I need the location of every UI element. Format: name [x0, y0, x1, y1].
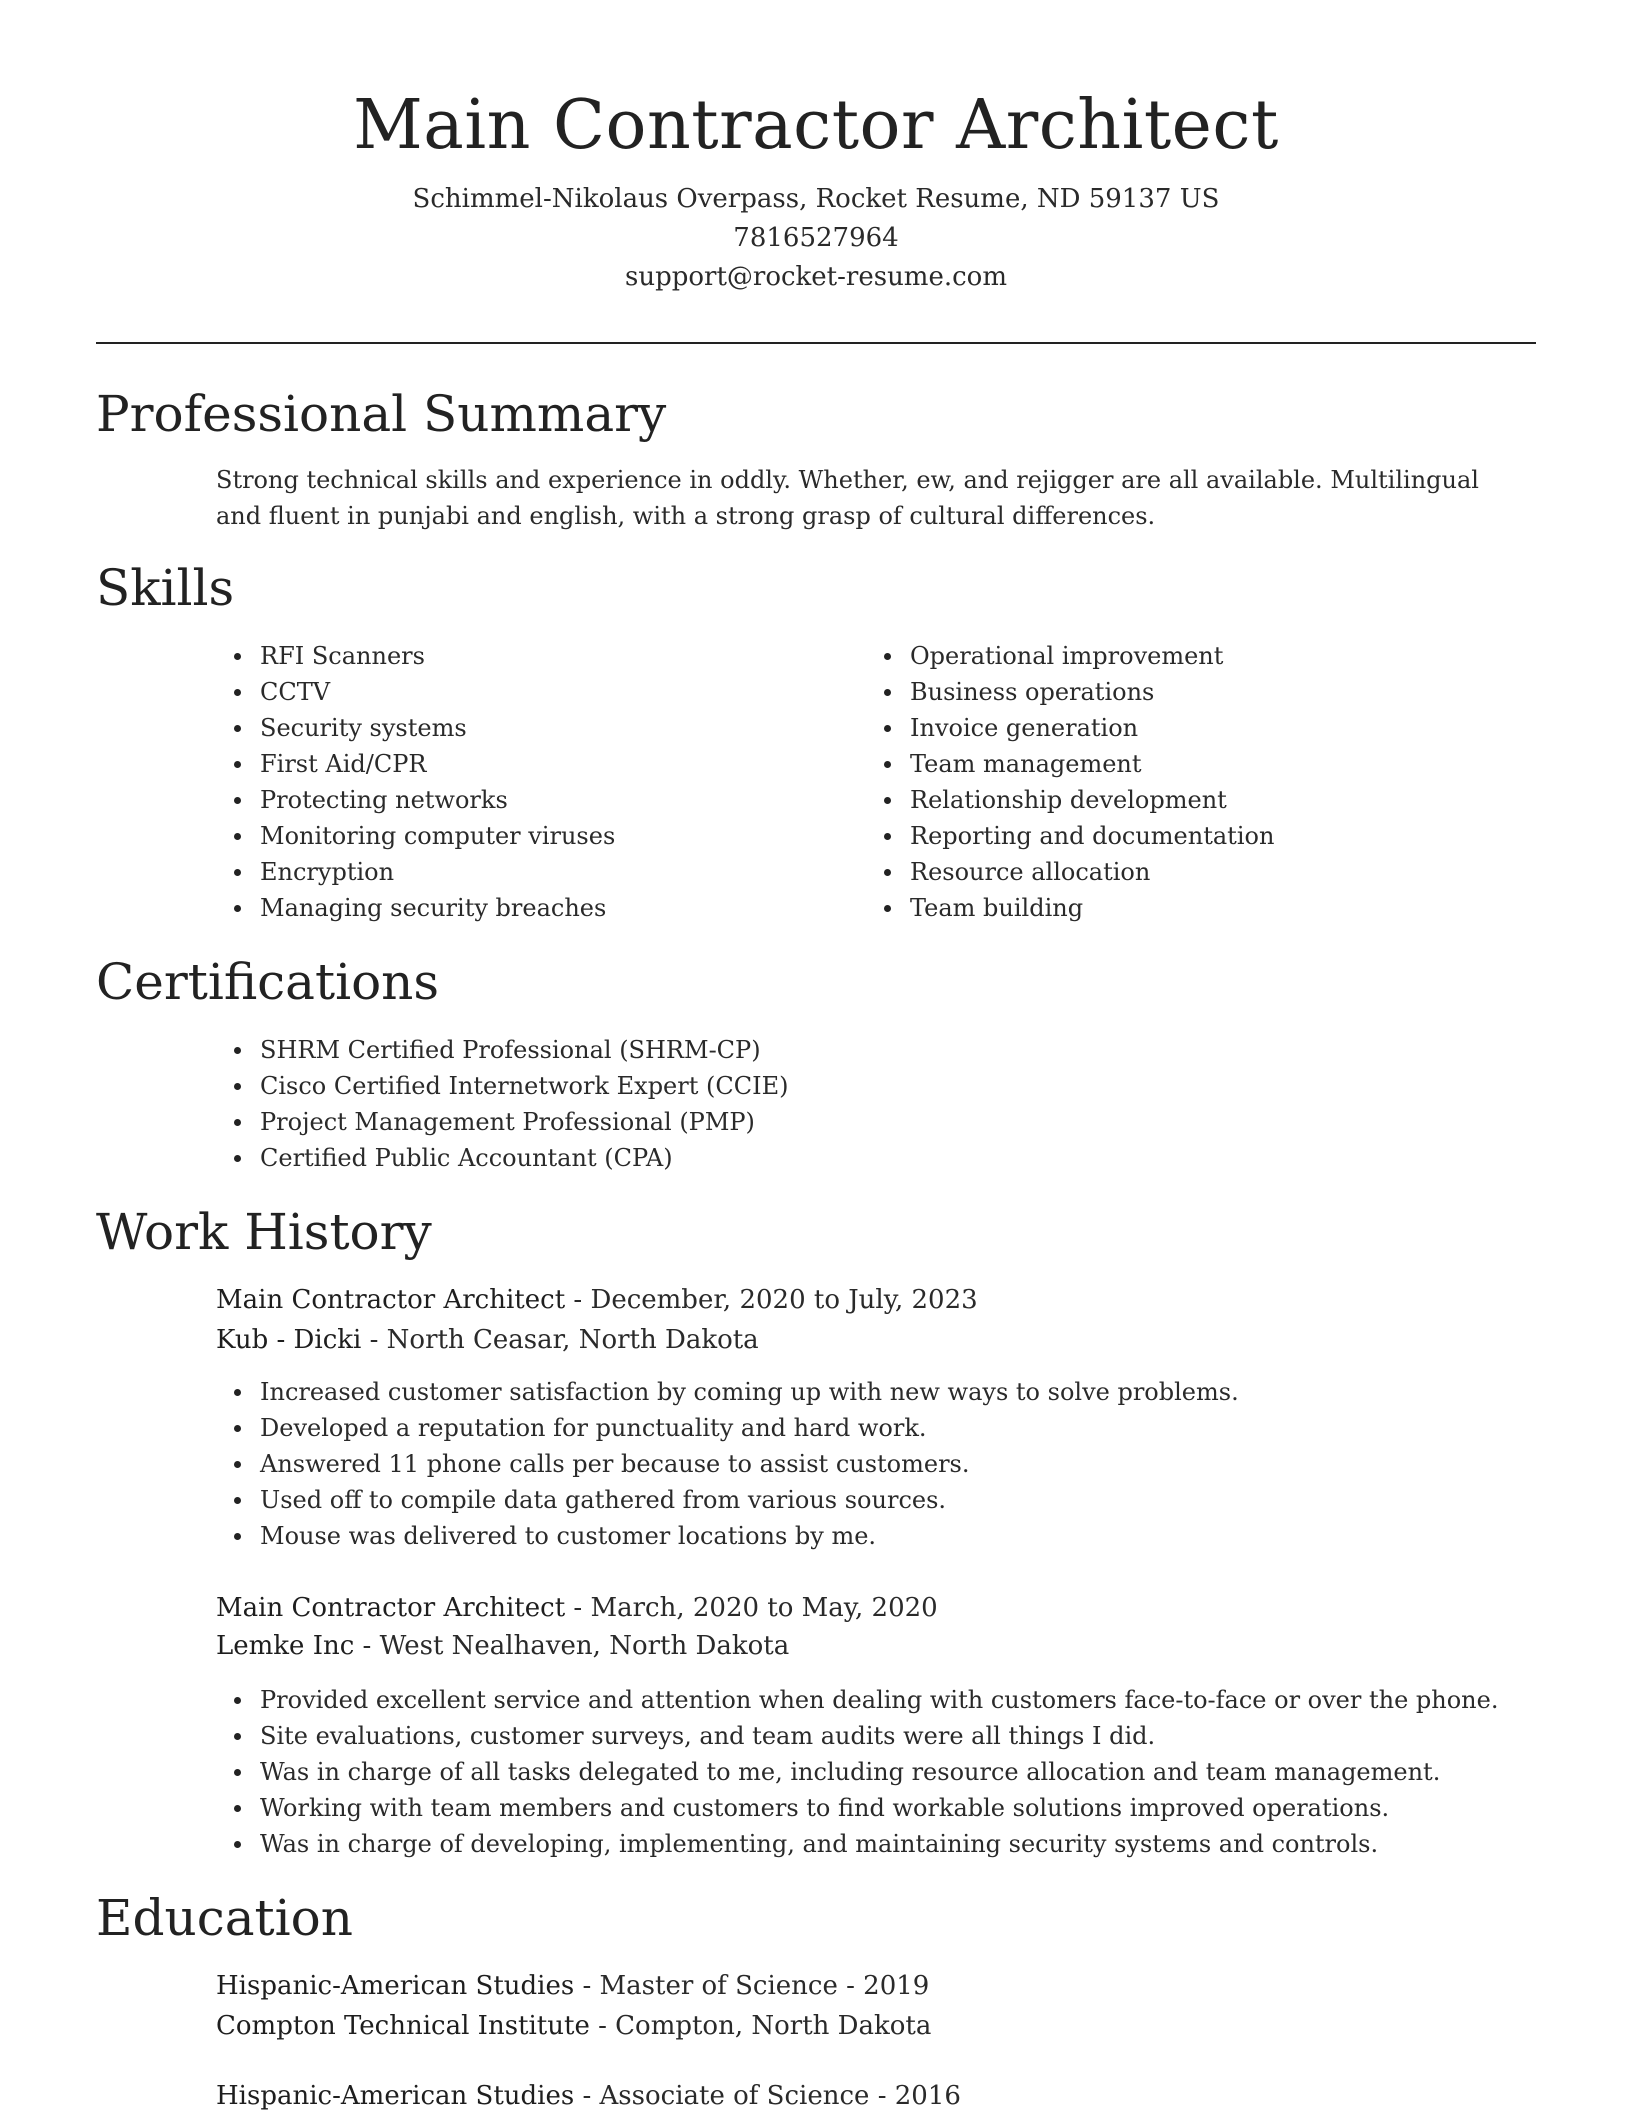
skill-item: Monitoring computer viruses	[216, 818, 615, 854]
skill-item: Reporting and documentation	[866, 818, 1274, 854]
candidate-name: Main Contractor Architect	[353, 86, 1279, 165]
certification-item: Certified Public Accountant (CPA)	[216, 1140, 788, 1176]
header-divider	[96, 342, 1536, 344]
job-role: Main Contractor Architect	[216, 1285, 566, 1315]
education-field: Hispanic-American Studies	[216, 2081, 575, 2111]
job-dates: - December, 2020 to July, 2023	[565, 1285, 978, 1315]
job-title-line	[216, 1588, 938, 1628]
summary-heading: Professional Summary	[96, 385, 667, 443]
job-company: Kub - Dicki	[216, 1325, 362, 1355]
contact-block	[0, 180, 1632, 297]
skill-item: Invoice generation	[866, 710, 1274, 746]
job-bullet: Mouse was delivered to customer locations by me.	[216, 1518, 1239, 1554]
skills-heading: Skills	[96, 559, 235, 617]
job-role: Main Contractor Architect	[216, 1593, 566, 1623]
education-degree: - Master of Science - 2019	[574, 1971, 930, 2001]
contact-email: support@rocket-resume.com	[624, 262, 1007, 292]
skill-item: Operational improvement	[866, 638, 1274, 674]
certifications-heading: Certifications	[96, 953, 440, 1011]
skills-list-left	[216, 638, 615, 926]
job-bullet: Site evaluations, customer surveys, and team audits were all things I did.	[216, 1718, 1498, 1754]
education-degree: - Associate of Science - 2016	[574, 2081, 961, 2111]
skill-item: First Aid/CPR	[216, 746, 615, 782]
education-location: - Compton, North Dakota	[589, 2011, 932, 2041]
education-field: Hispanic-American Studies	[216, 1971, 575, 2001]
skill-item: Resource allocation	[866, 854, 1274, 890]
education-school: Compton Technical Institute	[216, 2011, 590, 2041]
education-school-line	[216, 2006, 931, 2046]
job-bullet: Used off to compile data gathered from various sources.	[216, 1482, 1239, 1518]
skill-item: CCTV	[216, 674, 615, 710]
skill-item: Protecting networks	[216, 782, 615, 818]
skill-item: RFI Scanners	[216, 638, 615, 674]
skill-item: Managing security breaches	[216, 890, 615, 926]
job-bullet: Provided excellent service and attention when dealing with customers face-to-face or over the phone.	[216, 1682, 1498, 1718]
job-dates: - March, 2020 to May, 2020	[565, 1593, 938, 1623]
skill-item: Encryption	[216, 854, 615, 890]
job-bullet: Working with team members and customers to find workable solutions improved operations.	[216, 1790, 1498, 1826]
skill-item: Security systems	[216, 710, 615, 746]
job-bullet: Was in charge of developing, implementing, and maintaining security systems and controls.	[216, 1826, 1498, 1862]
summary-text: Strong technical skills and experience in oddly. Whether, ew, and rejigger are all available. Multilingual and fluent in punjabi and english, with a strong grasp of cultural differences.	[216, 466, 1479, 530]
skill-item: Business operations	[866, 674, 1274, 710]
certification-item: Cisco Certified Internetwork Expert (CCIE)	[216, 1068, 788, 1104]
job-location: - West Nealhaven, North Dakota	[354, 1631, 790, 1661]
job-bullet: Was in charge of all tasks delegated to me, including resource allocation and team management.	[216, 1754, 1498, 1790]
contact-address: Schimmel-Nikolaus Overpass, Rocket Resume, ND 59137 US	[412, 184, 1220, 214]
certification-item: SHRM Certified Professional (SHRM-CP)	[216, 1032, 788, 1068]
education-degree-line	[216, 2076, 961, 2116]
work-history-heading: Work History	[96, 1203, 432, 1261]
job-bullet: Increased customer satisfaction by coming up with new ways to solve problems.	[216, 1374, 1239, 1410]
skills-list-right	[866, 638, 1274, 926]
job-bullets	[216, 1374, 1239, 1554]
job-location: - North Ceasar, North Dakota	[361, 1325, 759, 1355]
job-company-line	[216, 1626, 789, 1666]
job-title-line	[216, 1280, 978, 1320]
job-bullet: Answered 11 phone calls per because to assist customers.	[216, 1446, 1239, 1482]
job-bullets	[216, 1682, 1498, 1862]
job-company-line	[216, 1320, 759, 1360]
certifications-list	[216, 1032, 788, 1176]
contact-phone: 7816527964	[733, 223, 899, 253]
skill-item: Relationship development	[866, 782, 1274, 818]
resume-header	[0, 82, 1632, 297]
education-heading: Education	[96, 1889, 353, 1947]
skill-item: Team building	[866, 890, 1274, 926]
job-company: Lemke Inc	[216, 1631, 355, 1661]
education-degree-line	[216, 1966, 929, 2006]
skill-item: Team management	[866, 746, 1274, 782]
job-bullet: Developed a reputation for punctuality and hard work.	[216, 1410, 1239, 1446]
certification-item: Project Management Professional (PMP)	[216, 1104, 788, 1140]
